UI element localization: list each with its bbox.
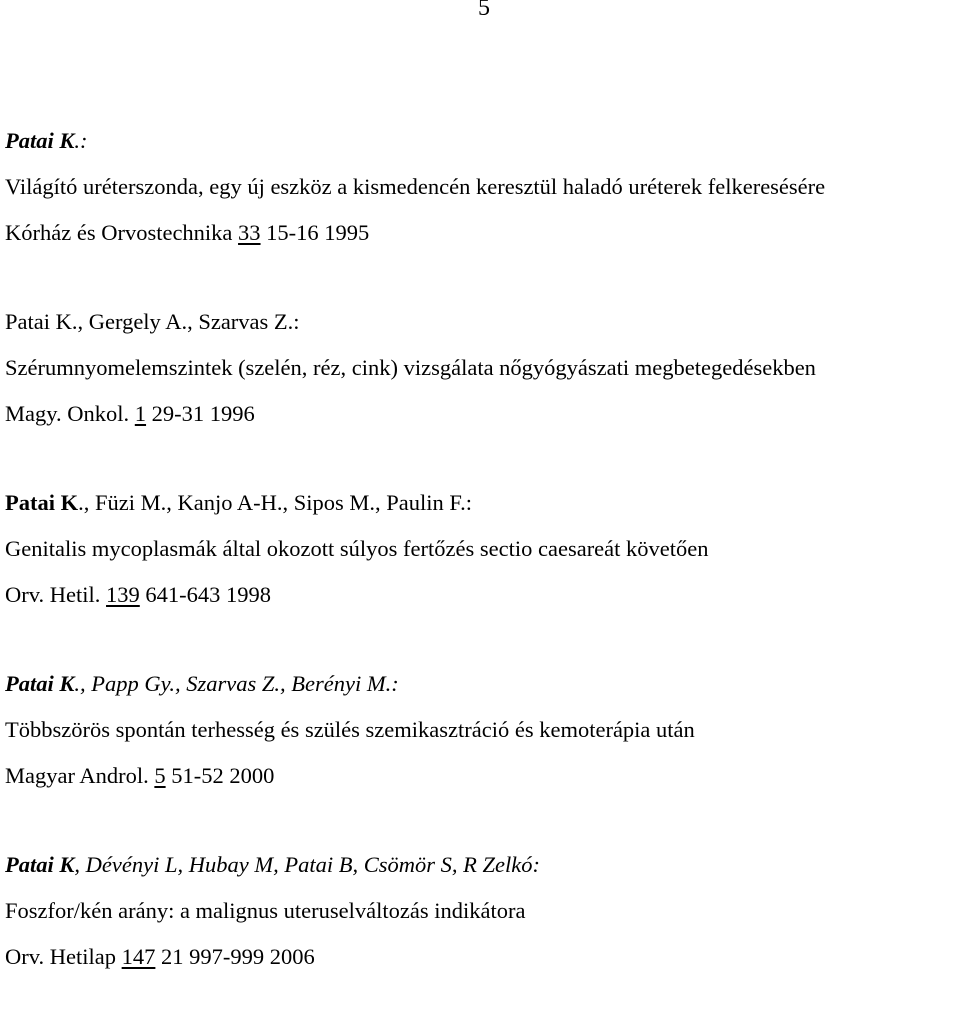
reference-pages-year: 29-31 1996: [151, 401, 255, 426]
reference-entry: [5, 842, 960, 980]
reference-title: Szérumnyomelemszintek (szelén, réz, cink) vizsgálata nőgyógyászati megbetegedésekben: [5, 355, 816, 380]
reference-journal: Orv. Hetil.: [5, 582, 101, 607]
reference-volume: 5: [154, 763, 166, 788]
reference-pages-year: 641-643 1998: [145, 582, 272, 607]
reference-source: [5, 391, 960, 437]
reference-journal: Magyar Androl.: [5, 763, 149, 788]
reference-authors: [5, 842, 960, 888]
reference-volume: 139: [106, 582, 140, 607]
reference-authors: [5, 299, 960, 345]
reference-pages-year: 21 997-999 2006: [161, 944, 315, 969]
reference-author-rest: ., Gergely A., Szarvas Z.:: [71, 309, 300, 334]
reference-author-rest: .:: [74, 128, 88, 153]
reference-authors: [5, 118, 960, 164]
reference-journal: Orv. Hetilap: [5, 944, 117, 969]
reference-list: [5, 118, 960, 1023]
reference-pages-year: 51-52 2000: [171, 763, 275, 788]
reference-volume: 147: [121, 944, 156, 969]
reference-source: [5, 753, 960, 799]
reference-author-bold: Patai K: [5, 128, 75, 153]
reference-journal: Kórház és Orvostechnika: [5, 220, 233, 245]
reference-authors: [5, 480, 960, 526]
reference-author-bold: Patai K: [5, 490, 79, 515]
page-number: 5: [478, 0, 490, 21]
reference-entry: [5, 299, 960, 437]
reference-title: Genitalis mycoplasmák által okozott súlyos fertőzés sectio caesareát követően: [5, 536, 709, 561]
reference-journal: Magy. Onkol.: [5, 401, 130, 426]
reference-volume: 33: [238, 220, 261, 245]
reference-title: Többszörös spontán terhesség és szülés szemikasztráció és kemoterápia után: [5, 717, 695, 742]
reference-authors: [5, 661, 960, 707]
reference-author-rest: ., Füzi M., Kanjo A-H., Sipos M., Paulin F.:: [78, 490, 472, 515]
reference-entry: [5, 118, 960, 256]
reference-source: [5, 210, 960, 256]
reference-author-bold: Patai K: [5, 671, 75, 696]
reference-author-rest: , Dévényi L, Hubay M, Patai B, Csömör S, R Zelkó:: [74, 852, 540, 877]
reference-author-bold: Patai K: [5, 852, 75, 877]
reference-author-bold: Patai K: [5, 309, 72, 334]
reference-entry: [5, 480, 960, 618]
reference-pages-year: 15-16 1995: [266, 220, 370, 245]
reference-title: Világító uréterszonda, egy új eszköz a kismedencén keresztül haladó uréterek felkeresésére: [5, 174, 826, 199]
reference-author-rest: ., Papp Gy., Szarvas Z., Berényi M.:: [74, 671, 399, 696]
reference-source: [5, 934, 960, 980]
reference-entry: [5, 661, 960, 799]
reference-title: Foszfor/kén arány: a malignus uteruselváltozás indikátora: [5, 898, 526, 923]
reference-source: [5, 572, 960, 618]
reference-volume: 1: [134, 401, 147, 426]
